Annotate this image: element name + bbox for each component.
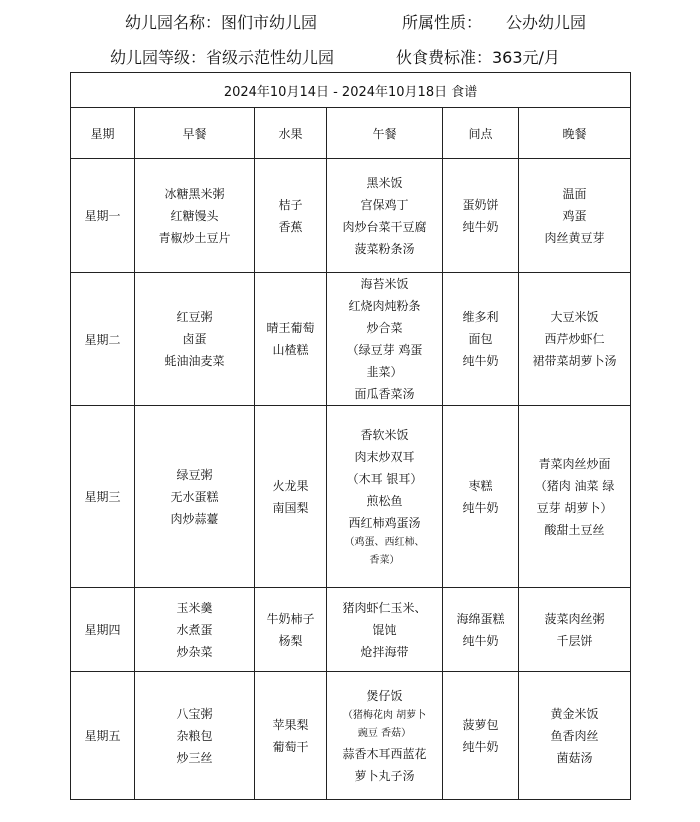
fruit-cell-line: 火龙果 [272,478,309,493]
day-cell: 星期五 [71,672,135,800]
fruit-cell-line: 南国梨 [272,500,309,515]
fruit-cell-line: 葡萄干 [272,739,309,754]
dinner-cell-line: 鸡蛋 [562,208,587,223]
dinner-cell [519,159,631,273]
lunch-cell-line: 香菜） [369,554,400,566]
lunch-cell [327,672,443,800]
lunch-cell [327,588,443,672]
day-cell: 星期四 [71,588,135,672]
col-header-day: 星期 [71,108,135,159]
lunch-cell-line: 蒜香木耳西蓝花 [342,746,427,761]
lunch-cell-line: （绿豆芽 鸡蛋 [346,343,423,357]
table-row [71,406,631,588]
lunch-cell-line: 煲仔饭 [366,688,403,703]
snack-cell-line: 维多利 [462,310,499,324]
lunch-cell-line: 香软米饭 [360,427,409,442]
breakfast-cell [135,273,255,406]
snack-cell [443,159,519,273]
lunch-cell [327,159,443,273]
lunch-cell-line: 萝卜丸子汤 [354,768,415,783]
breakfast-cell-line: 炒三丝 [176,750,213,765]
dinner-cell-line: （猪肉 油菜 绿 [534,478,615,493]
table-row [71,159,631,273]
lunch-cell-line: 猪肉虾仁玉米、 [342,600,427,615]
nature-value: 公办幼儿园 [506,13,587,32]
nature-label: 所属性质： [402,13,483,32]
food-fee-standard: 伙食费标准：363元/月 [396,48,560,67]
breakfast-cell [135,159,255,273]
dinner-cell-line: 裙带菜胡萝卜汤 [532,354,617,368]
lunch-cell-line: 肉末炒双耳 [354,449,415,464]
dinner-cell-line: 温面 [562,186,587,201]
lunch-cell-line: 红烧肉炖粉条 [348,299,421,313]
fruit-cell-line: 山楂糕 [272,343,309,357]
breakfast-cell-line: 卤蛋 [182,332,207,346]
dinner-cell-line: 黄金米饭 [550,706,599,721]
lunch-cell-line: 煎松鱼 [366,493,403,508]
day-cell: 星期一 [71,159,135,273]
snack-cell [443,406,519,588]
breakfast-cell-line: 肉炒蒜薹 [170,511,219,526]
day-cell: 星期二 [71,273,135,406]
snack-cell-line: 枣糕 [468,478,493,493]
snack-cell-line: 菠萝包 [462,717,499,732]
dinner-cell [519,588,631,672]
breakfast-cell-line: 青椒炒土豆片 [158,230,231,245]
col-header-dinner: 晚餐 [519,108,631,159]
dinner-cell [519,672,631,800]
col-header-fruit: 水果 [255,108,327,159]
fruit-cell [255,159,327,273]
fruit-cell-line: 桔子 [278,197,303,212]
snack-cell [443,588,519,672]
lunch-cell-line: 宫保鸡丁 [360,197,409,212]
dinner-cell-line: 西芹炒虾仁 [544,332,605,346]
fruit-cell-line: 杨梨 [278,633,303,648]
fruit-cell [255,588,327,672]
lunch-cell-line: 肉炒台菜干豆腐 [342,219,427,234]
breakfast-cell-line: 红糖馒头 [170,208,219,223]
lunch-cell-line: 豌豆 香菇） [357,727,412,739]
breakfast-cell-line: 杂粮包 [176,728,213,743]
breakfast-cell-line: 红豆粥 [176,310,213,324]
lunch-cell-line: 黑米饭 [366,175,403,190]
snack-cell-line: 海绵蛋糕 [456,611,505,626]
snack-cell [443,273,519,406]
dinner-cell-line: 菠菜肉丝粥 [544,611,605,626]
fruit-cell-line: 苹果梨 [272,717,309,732]
lunch-cell [327,273,443,406]
lunch-cell-line: 韭菜） [366,365,403,379]
kindergarten-name: 幼儿园名称：图们市幼儿园 [125,13,318,32]
dinner-cell-line: 酸甜土豆丝 [544,522,605,537]
lunch-cell [327,406,443,588]
lunch-cell-line: 面瓜香菜汤 [354,387,415,401]
snack-cell-line: 纯牛奶 [462,354,499,368]
lunch-cell-line: 海苔米饭 [360,277,409,291]
table-row [71,672,631,800]
col-header-snack: 间点 [443,108,519,159]
snack-cell-line: 纯牛奶 [462,633,499,648]
snack-cell-line: 纯牛奶 [462,739,499,754]
breakfast-cell-line: 蚝油油麦菜 [164,354,225,368]
lunch-cell-line: 炝拌海带 [360,644,409,659]
lunch-cell-line: （鸡蛋、西红柿、 [344,536,425,548]
lunch-cell-line: 馄饨 [372,622,397,637]
fruit-cell-line: 牛奶柿子 [266,611,315,626]
snack-cell-line: 面包 [468,332,493,346]
table-row [71,273,631,406]
fruit-cell [255,273,327,406]
snack-cell-line: 纯牛奶 [462,500,499,515]
breakfast-cell-line: 水煮蛋 [176,622,213,637]
fruit-cell [255,406,327,588]
menu-table [70,72,631,800]
breakfast-cell [135,588,255,672]
dinner-cell-line: 青菜肉丝炒面 [538,456,611,471]
dinner-cell-line: 大豆米饭 [550,310,599,324]
lunch-cell-line: 西红柿鸡蛋汤 [348,515,421,530]
fruit-cell [255,672,327,800]
snack-cell-line: 纯牛奶 [462,219,499,234]
dinner-cell [519,273,631,406]
dinner-cell-line: 鱼香肉丝 [550,728,599,743]
snack-cell [443,672,519,800]
breakfast-cell [135,406,255,588]
lunch-cell-line: （木耳 银耳） [346,471,423,486]
day-cell: 星期三 [71,406,135,588]
lunch-cell-line: 炒合菜 [366,321,403,335]
menu-title: 2024年10月14日 - 2024年10月18日 食谱 [71,73,631,108]
dinner-cell-line: 肉丝黄豆芽 [544,230,605,245]
dinner-cell [519,406,631,588]
breakfast-cell-line: 无水蛋糕 [170,489,219,504]
col-header-breakfast: 早餐 [135,108,255,159]
snack-cell-line: 蛋奶饼 [462,197,499,212]
breakfast-cell-line: 冰糖黑米粥 [164,186,225,201]
breakfast-cell [135,672,255,800]
col-header-lunch: 午餐 [327,108,443,159]
lunch-cell-line: （猪梅花肉 胡萝卜 [342,709,427,721]
lunch-cell-line: 菠菜粉条汤 [354,241,415,256]
breakfast-cell-line: 炒杂菜 [176,644,213,659]
dinner-cell-line: 豆芽 胡萝卜） [536,500,613,515]
fruit-cell-line: 晴王葡萄 [266,321,315,335]
table-row [71,588,631,672]
fruit-cell-line: 香蕉 [278,219,303,234]
header-row [71,108,631,159]
kindergarten-level: 幼儿园等级：省级示范性幼儿园 [110,48,335,67]
breakfast-cell-line: 玉米羹 [176,600,213,615]
dinner-cell-line: 菌菇汤 [556,750,593,765]
breakfast-cell-line: 绿豆粥 [176,467,213,482]
breakfast-cell-line: 八宝粥 [176,706,213,721]
dinner-cell-line: 千层饼 [556,633,593,648]
